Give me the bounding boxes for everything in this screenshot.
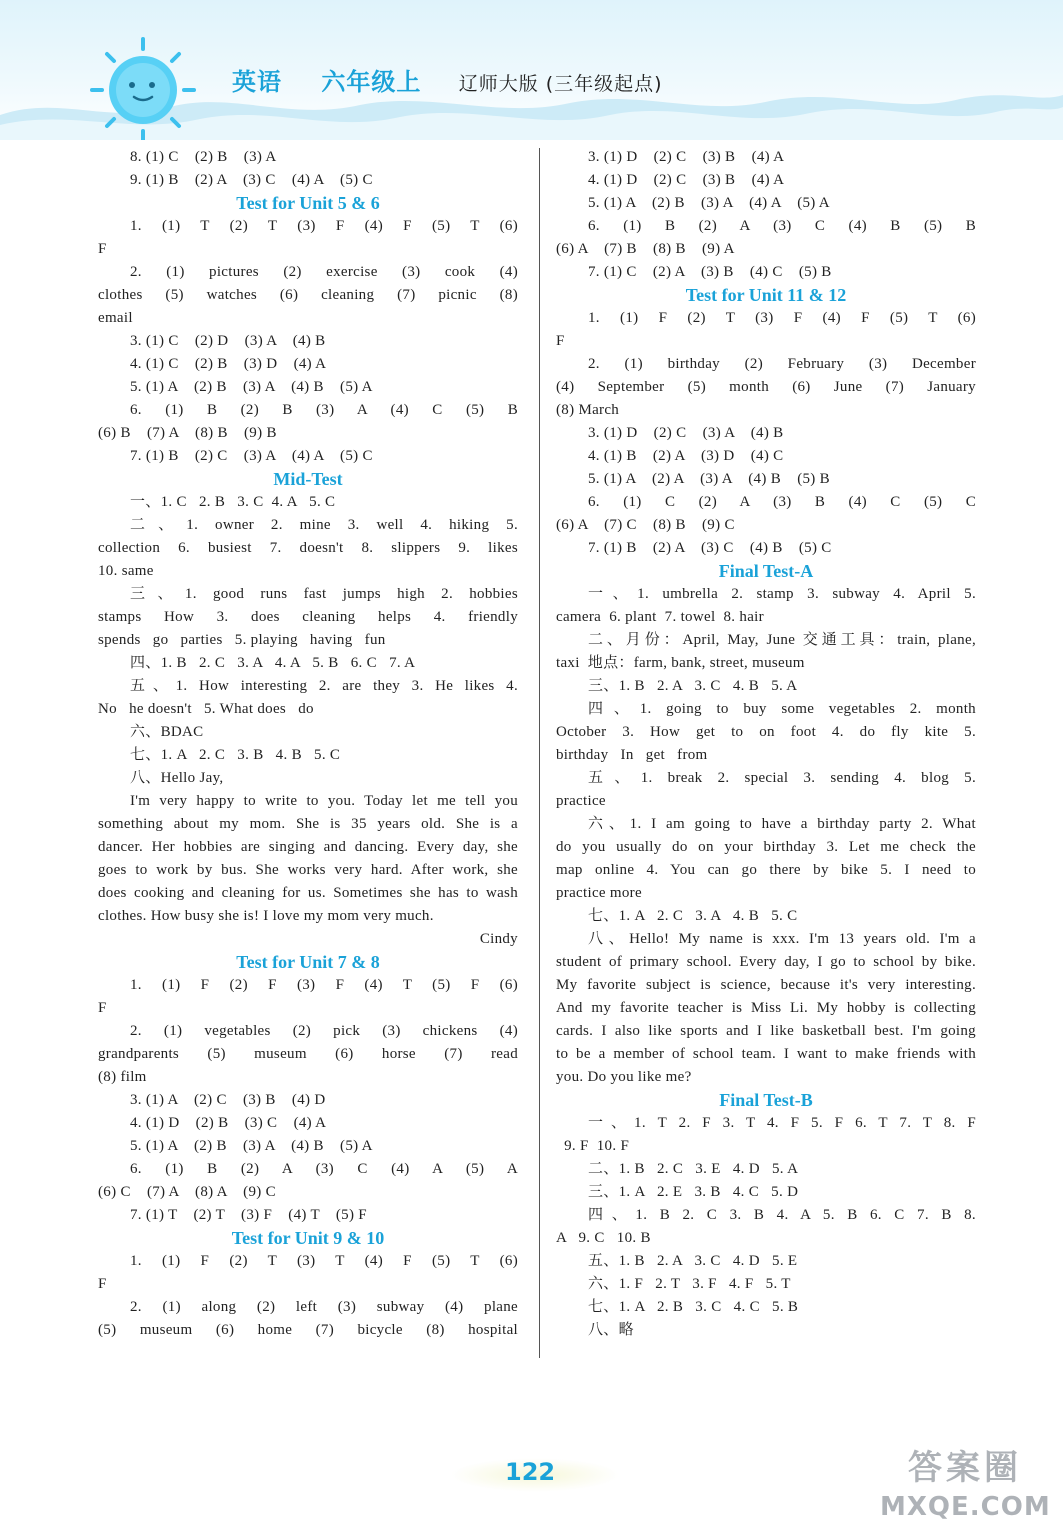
answer-line: (6) A (7) B (8) B (9) A — [556, 241, 735, 257]
answer-line: 三、1. B 2. A 3. C 4. B 5. A — [588, 678, 798, 694]
section-heading: Test for Unit 5 & 6 — [236, 193, 380, 213]
answer-line: 3. (1) A (2) C (3) B (4) D — [130, 1092, 326, 1108]
answer-line: 八、略 — [588, 1322, 634, 1338]
answer-line: dancer. Her hobbies are singing and dancing. Every day, she — [98, 839, 518, 855]
answer-line: 9. (1) B (2) A (3) C (4) A (5) C — [130, 172, 373, 188]
answer-line: clothes. How busy she is! I love my mom very much. — [98, 908, 434, 924]
answer-line: 四、1. going to buy some vegetables 2. month — [588, 701, 976, 717]
answer-line: 一、1. umbrella 2. stamp 3. subway 4. April 5. — [588, 586, 976, 602]
answer-line: 5. (1) A (2) B (3) A (4) B (5) A — [130, 379, 373, 395]
answer-line: 10. same — [98, 563, 154, 579]
answer-line: 5. (1) A (2) A (3) A (4) B (5) B — [588, 471, 830, 487]
answer-line: grandparents (5) museum (6) horse (7) read — [98, 1046, 518, 1062]
answer-line: No he doesn't 5. What does do — [98, 701, 314, 717]
answer-line: 三、1. A 2. E 3. B 4. C 5. D — [588, 1184, 799, 1200]
answer-line: 6. (1) C (2) A (3) B (4) C (5) C — [588, 494, 976, 510]
answer-line: do you usually do on your birthday 3. Let me check the — [556, 839, 976, 855]
answer-line: F — [98, 241, 107, 257]
answer-line: spends go parties 5. playing having fun — [98, 632, 386, 648]
answer-line: October 3. How get to on foot 4. do fly kite 5. — [556, 724, 976, 740]
answer-line: 1. (1) F (2) T (3) T (4) F (5) T (6) — [130, 1253, 518, 1269]
answer-line: (5) museum (6) home (7) bicycle (8) hospital — [98, 1322, 518, 1338]
grade-label: 六年级上 — [321, 68, 422, 96]
answer-line: 4. (1) D (2) B (3) C (4) A — [130, 1115, 327, 1131]
answer-line: 2. (1) vegetables (2) pick (3) chickens (4) — [130, 1023, 518, 1039]
answer-line: 八、Hello! My name is xxx. I'm 13 years old. I'm a — [588, 931, 976, 947]
answer-line: camera 6. plant 7. towel 8. hair — [556, 609, 764, 625]
watermark-url: MXQE.COM — [880, 1492, 1051, 1522]
answer-line: 5. (1) A (2) B (3) A (4) A (5) A — [588, 195, 830, 211]
answer-line: 八、Hello Jay, — [130, 770, 224, 786]
subject-label: 英语 — [232, 68, 282, 96]
answer-line: (8) film — [98, 1069, 147, 1085]
answer-line: 七、1. A 2. C 3. B 4. B 5. C — [130, 747, 341, 763]
answer-line: 1. (1) F (2) F (3) F (4) T (5) F (6) — [130, 977, 518, 993]
answer-line: 四、1. B 2. C 3. B 4. A 5. B 6. C 7. B 8. — [588, 1207, 976, 1223]
answer-line: 1. (1) T (2) T (3) F (4) F (5) T (6) — [130, 218, 518, 234]
answer-line: 二、1. owner 2. mine 3. well 4. hiking 5. — [130, 517, 518, 533]
answer-line: does cooking and cleaning for us. Sometimes she has to wash — [98, 885, 518, 901]
answer-line: 一、1. C 2. B 3. C 4. A 5. C — [130, 494, 336, 510]
answer-line: 六、BDAC — [130, 724, 204, 740]
sun-icon — [88, 35, 198, 140]
answer-line: 7. (1) B (2) C (3) A (4) A (5) C — [130, 448, 373, 464]
answer-line: 五、1. How interesting 2. are they 3. He likes 4. — [130, 678, 518, 694]
right-column — [556, 146, 976, 1342]
answer-line: goes to work by bus. She works very hard. After work, she — [98, 862, 518, 878]
answer-line: Cindy — [479, 931, 518, 947]
answer-line: F — [556, 333, 565, 349]
section-heading: Final Test-B — [719, 1090, 813, 1110]
answer-line: A 9. C 10. B — [556, 1230, 651, 1246]
answer-line: 1. (1) F (2) T (3) F (4) F (5) T (6) — [588, 310, 976, 326]
answer-line: 七、1. A 2. C 3. A 4. B 5. C — [588, 908, 798, 924]
answer-line: 8. (1) C (2) B (3) A — [130, 149, 277, 165]
answer-line: 7. (1) B (2) A (3) C (4) B (5) C — [588, 540, 832, 556]
answer-line: to be a member of school team. I want to make friends with — [556, 1046, 976, 1062]
answer-line: stamps How 3. does cleaning helps 4. friendly — [98, 609, 518, 625]
answer-line: 7. (1) T (2) T (3) F (4) T (5) F — [130, 1207, 367, 1223]
answer-line: student of primary school. Every day, I go to school by bike. — [556, 954, 976, 970]
answer-line: 3. (1) D (2) C (3) B (4) A — [588, 149, 785, 165]
answer-line: 六、1. I am going to have a birthday party 2. What — [588, 816, 976, 832]
answer-line: 2. (1) along (2) left (3) subway (4) plane — [130, 1299, 518, 1315]
answer-line: 7. (1) C (2) A (3) B (4) C (5) B — [588, 264, 832, 280]
answer-line: 七、1. A 2. B 3. C 4. C 5. B — [588, 1299, 799, 1315]
section-heading: Mid-Test — [273, 469, 343, 489]
answer-line: 4. (1) D (2) C (3) B (4) A — [588, 172, 785, 188]
watermark-text: 答案圈 — [908, 1448, 1022, 1488]
answer-line: 4. (1) B (2) A (3) D (4) C — [588, 448, 784, 464]
answer-line: 一、1. T 2. F 3. T 4. F 5. F 6. T 7. T 8. F — [588, 1115, 976, 1131]
answer-line: you. Do you like me? — [556, 1069, 692, 1085]
answer-line: (4) September (5) month (6) June (7) January — [556, 379, 976, 395]
answer-line: collection 6. busiest 7. doesn't 8. slippers 9. likes — [98, 540, 518, 556]
answer-line: practice — [556, 793, 606, 809]
answer-line: something about my mom. She is 35 years old. She is a — [98, 816, 518, 832]
page-header — [0, 0, 1063, 140]
left-column — [98, 146, 518, 1342]
answer-line: My favorite subject is science, because it's very interesting. — [556, 977, 976, 993]
answer-line: 6. (1) B (2) A (3) C (4) A (5) A — [130, 1161, 518, 1177]
answer-line: taxi 地点：farm, bank, street, museum — [556, 655, 805, 671]
answer-line: cards. I also like sports and I like basketball best. I'm going — [556, 1023, 976, 1039]
answer-line: 三、1. good runs fast jumps high 2. hobbies — [130, 586, 518, 602]
answer-line: I'm very happy to write to you. Today let me tell you — [130, 793, 518, 809]
answer-line: map online 4. You can go there by bike 5. I need to — [556, 862, 976, 878]
answer-line: 四、1. B 2. C 3. A 4. A 5. B 6. C 7. A — [130, 655, 416, 671]
page-number: 122 — [505, 1458, 556, 1486]
column-divider — [539, 148, 540, 1358]
answer-line: 6. (1) B (2) A (3) C (4) B (5) B — [588, 218, 976, 234]
answer-line: (6) A (7) C (8) B (9) C — [556, 517, 735, 533]
answer-line: 六、1. F 2. T 3. F 4. F 5. T — [588, 1276, 791, 1292]
answer-line: 五、1. break 2. special 3. sending 4. blog 5. — [588, 770, 976, 786]
answer-line: 9. F 10. F — [556, 1138, 630, 1154]
edition-label: 辽师大版 (三年级起点) — [458, 73, 663, 95]
answer-line: (6) C (7) A (8) A (9) C — [98, 1184, 276, 1200]
answer-line: 3. (1) D (2) C (3) A (4) B — [588, 425, 784, 441]
section-heading: Test for Unit 7 & 8 — [236, 952, 380, 972]
answer-line: 2. (1) birthday (2) February (3) December — [588, 356, 976, 372]
answer-line: 五、1. B 2. A 3. C 4. D 5. E — [588, 1253, 798, 1269]
answer-line: F — [98, 1000, 107, 1016]
section-heading: Test for Unit 11 & 12 — [685, 285, 847, 305]
answer-line: And my favorite teacher is Miss Li. My hobby is collecting — [556, 1000, 976, 1016]
answer-line: 6. (1) B (2) B (3) A (4) C (5) B — [130, 402, 518, 418]
section-heading: Final Test-A — [718, 561, 814, 581]
answer-line: 3. (1) C (2) D (3) A (4) B — [130, 333, 326, 349]
answer-line: email — [98, 310, 133, 326]
answer-line: 4. (1) C (2) B (3) D (4) A — [130, 356, 327, 372]
answer-line: clothes (5) watches (6) cleaning (7) picnic (8) — [98, 287, 518, 303]
answer-line: practice more — [556, 885, 642, 901]
answer-line: birthday In get from — [556, 747, 708, 763]
answer-line: (6) B (7) A (8) B (9) B — [98, 425, 277, 441]
answer-line: 二、1. B 2. C 3. E 4. D 5. A — [588, 1161, 799, 1177]
answer-line: (8) March — [556, 402, 620, 418]
answer-line: 2. (1) pictures (2) exercise (3) cook (4) — [130, 264, 518, 280]
section-heading: Test for Unit 9 & 10 — [231, 1228, 385, 1248]
header-title — [232, 62, 663, 97]
answer-line: 5. (1) A (2) B (3) A (4) B (5) A — [130, 1138, 373, 1154]
watermark-logo — [880, 1440, 1055, 1530]
answer-line: 二、月份：April, May, June 交通工具：train, plane, — [588, 632, 976, 648]
answer-line: F — [98, 1276, 107, 1292]
